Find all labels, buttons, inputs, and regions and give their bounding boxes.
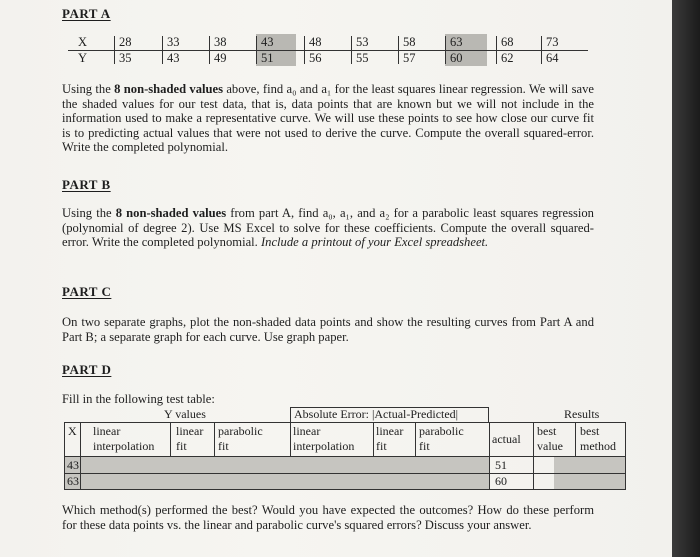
y-value: 64 (546, 51, 559, 65)
y-value: 56 (309, 51, 322, 65)
x-header: X (68, 424, 77, 438)
data-column (501, 34, 531, 66)
column-divider (114, 36, 115, 64)
best-value-header-1: best (537, 424, 557, 438)
x-value: 73 (546, 35, 559, 49)
err-parabolic-fit-header-2: fit (419, 439, 430, 453)
column-divider (256, 36, 257, 64)
data-column (261, 34, 291, 66)
err-linear-fit-header-1: linear (376, 424, 404, 438)
x-value: 68 (501, 35, 514, 49)
column-divider (351, 36, 352, 64)
data-column (214, 34, 244, 66)
row-1-x: 43 (67, 458, 79, 472)
abs-error-header: Absolute Error: |Actual-Predicted| (294, 407, 459, 421)
x-value: 28 (119, 35, 132, 49)
linear-interp-header-2: interpolation (93, 439, 155, 453)
part-a-heading: PART A (62, 6, 111, 21)
y-value: 51 (261, 51, 274, 65)
linear-fit-header-2: fit (176, 439, 187, 453)
data-column (450, 34, 480, 66)
page-edge-shadow (672, 0, 700, 557)
y-values-header: Y values (164, 407, 206, 421)
part-d-intro: Fill in the following test table: (62, 392, 215, 406)
y-label: Y (78, 51, 88, 65)
err-linear-interp-header-1: linear (293, 424, 321, 438)
x-label: X (78, 35, 88, 49)
parabolic-fit-header-1: parabolic (218, 424, 263, 438)
x-value: 53 (356, 35, 369, 49)
y-value: 49 (214, 51, 227, 65)
data-column (546, 34, 576, 66)
column-divider (496, 36, 497, 64)
column-divider (398, 36, 399, 64)
data-column (119, 34, 149, 66)
data-column (403, 34, 433, 66)
row-2-actual: 60 (495, 474, 507, 488)
column-divider (541, 36, 542, 64)
y-value: 55 (356, 51, 369, 65)
data-column (167, 34, 197, 66)
part-c-heading: PART C (62, 284, 112, 299)
linear-fit-header-1: linear (176, 424, 204, 438)
data-column (309, 34, 339, 66)
y-value: 60 (450, 51, 463, 65)
column-divider (304, 36, 305, 64)
part-b-instructions: Using the 8 non-shaded values from part A, find a₀, a₁, and a₂ for a parabolic least squares regression (polynomial of degree 2). Use MS Excel to solve for these coefficients. Compute the overall squared-error. Write the completed polynomial. Include a printout of your Excel spreadsheet. (62, 206, 594, 249)
x-value: 33 (167, 35, 180, 49)
x-value: 48 (309, 35, 322, 49)
results-header: Results (564, 407, 600, 421)
best-value-header-2: value (537, 439, 563, 453)
column-divider (209, 36, 210, 64)
y-value: 57 (403, 51, 416, 65)
best-method-header-2: method (580, 439, 616, 453)
linear-interp-header-1: linear (93, 424, 121, 438)
best-method-header-1: best (580, 424, 600, 438)
x-value: 43 (261, 35, 274, 49)
data-column (356, 34, 386, 66)
part-b-heading: PART B (62, 177, 111, 192)
x-value: 38 (214, 35, 227, 49)
y-value: 43 (167, 51, 180, 65)
part-d-question: Which method(s) performed the best? Would you have expected the outcomes? How do these perform for these data points vs. the linear and parabolic curve's squared errors? Discuss your answer. (62, 503, 594, 532)
x-value: 58 (403, 35, 416, 49)
part-a-instructions: Using the 8 non-shaded values above, find a₀ and a₁ for the least squares linear regression. We will save the shaded values for our test data, that is, data points that are known but we will not include in the information used to make a representative curve. We will use these points to see how close our curve fit is to predicting actual values that were not used to derive the curve. Compute the overall squared-error. Write the completed polynomial. (62, 82, 594, 154)
row-1-actual: 51 (495, 458, 507, 472)
row-2-x: 63 (67, 474, 79, 488)
column-divider (445, 36, 446, 64)
parabolic-fit-header-2: fit (218, 439, 229, 453)
actual-header: actual (492, 432, 521, 446)
column-divider (162, 36, 163, 64)
part-d-heading: PART D (62, 362, 112, 377)
err-linear-fit-header-2: fit (376, 439, 387, 453)
err-parabolic-fit-header-1: parabolic (419, 424, 464, 438)
err-linear-interp-header-2: interpolation (293, 439, 355, 453)
part-c-instructions: On two separate graphs, plot the non-shaded data points and show the resulting curves from Part A and Part B; a separate graph for each curve. Use graph paper. (62, 315, 594, 344)
y-value: 62 (501, 51, 514, 65)
y-value: 35 (119, 51, 132, 65)
x-value: 63 (450, 35, 463, 49)
